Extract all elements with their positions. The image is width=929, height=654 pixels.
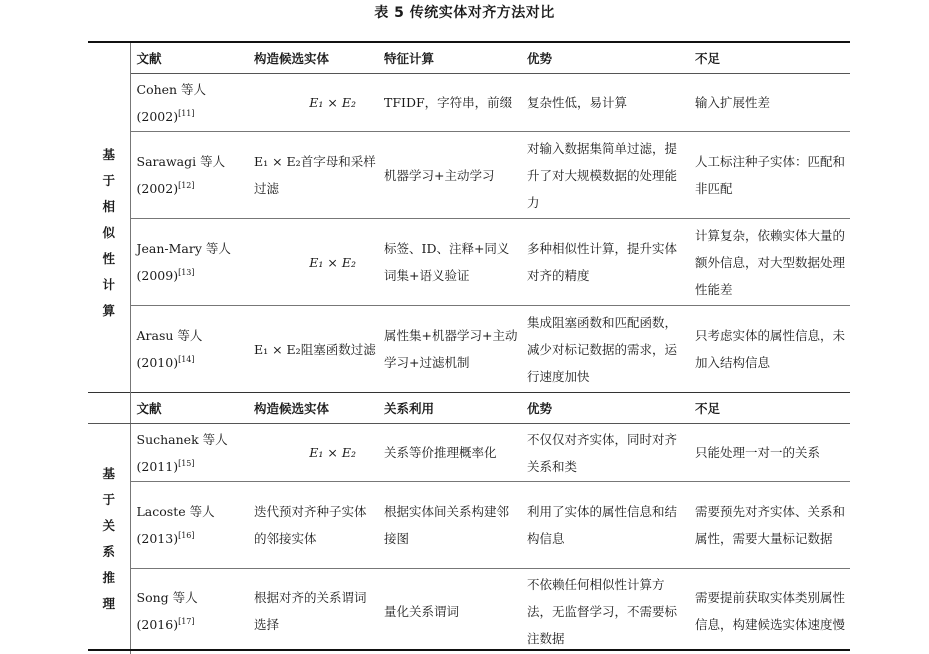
disadvantage-cell: 只考虑实体的属性信息，未加入结构信息 — [689, 306, 850, 393]
reference-cell: Song 等人 (2016)[17] — [130, 569, 248, 654]
advantage-cell: 不仅仅对齐实体，同时对齐关系和类 — [527, 431, 678, 474]
advantage-cell: 复杂性低，易计算 — [527, 95, 628, 110]
advantage-cell: 不依赖任何相似性计算方法，无监督学习，不需要标注数据 — [521, 569, 689, 654]
disadvantage-cell: 需要预先对齐实体、关系和属性，需要大量标记数据 — [689, 482, 850, 569]
candidate-cell: E₁ × E₂ — [309, 445, 356, 460]
group-label-relation: 基 于 关 系 推 理 — [88, 424, 130, 654]
header-feature: 特征计算 — [378, 42, 521, 74]
header-reference: 文献 — [130, 393, 248, 424]
table-row — [88, 74, 850, 132]
advantage-cell: 集成阻塞函数和匹配函数，减少对标记数据的需求，运行速度加快 — [521, 306, 689, 393]
table-title: 表 5 传统实体对齐方法对比 — [374, 5, 555, 21]
reference-cell: Cohen 等人 (2002)[11] — [136, 81, 207, 124]
comparison-table — [88, 41, 850, 654]
relation-cell: 量化关系谓词 — [378, 569, 521, 654]
disadvantage-cell: 只能处理一对一的关系 — [695, 445, 821, 460]
table-row — [88, 219, 850, 306]
section1-header-blank — [88, 42, 130, 74]
table-row — [88, 569, 850, 654]
reference-cell: Sarawagi 等人 (2002)[12] — [130, 132, 248, 219]
relation-cell: 关系等价推理概率化 — [384, 445, 497, 460]
table-row — [88, 132, 850, 219]
header-disadvantage: 不足 — [689, 393, 850, 424]
candidate-cell: E₁ × E₂ — [248, 219, 378, 306]
feature-cell: TFIDF，字符串，前缀 — [384, 95, 513, 110]
table-row — [88, 306, 850, 393]
relation-cell: 根据实体间关系构建邻接图 — [378, 482, 521, 569]
table-bottom-rule — [88, 649, 850, 651]
reference-cell: Suchanek 等人 (2011)[15] — [136, 431, 228, 474]
feature-cell: 机器学习+主动学习 — [378, 132, 521, 219]
candidate-cell: 迭代预对齐种子实体的邻接实体 — [248, 482, 378, 569]
header-candidate: 构造候选实体 — [248, 42, 378, 74]
reference-cell: Lacoste 等人 (2013)[16] — [130, 482, 248, 569]
advantage-cell: 多种相似性计算，提升实体对齐的精度 — [521, 219, 689, 306]
feature-cell: 属性集+机器学习+主动学习+过滤机制 — [378, 306, 521, 393]
header-relation: 关系利用 — [378, 393, 521, 424]
candidate-cell: E₁ × E₂阻塞函数过滤 — [248, 306, 378, 393]
feature-cell: 标签、ID、注释+同义词集+语义验证 — [378, 219, 521, 306]
section2-header-row — [88, 393, 850, 424]
candidate-cell: E₁ × E₂ — [309, 95, 356, 110]
disadvantage-cell: 需要提前获取实体类别属性信息，构建候选实体速度慢 — [689, 569, 850, 654]
reference-cell: Jean-Mary 等人 (2009)[13] — [130, 219, 248, 306]
header-disadvantage: 不足 — [689, 42, 850, 74]
header-reference: 文献 — [130, 42, 248, 74]
header-candidate: 构造候选实体 — [248, 393, 378, 424]
advantage-cell: 利用了实体的属性信息和结构信息 — [521, 482, 689, 569]
disadvantage-cell: 计算复杂，依赖实体大量的额外信息，对大型数据处理性能差 — [689, 219, 850, 306]
disadvantage-cell: 输入扩展性差 — [695, 95, 771, 110]
table-row — [88, 482, 850, 569]
candidate-cell: E₁ × E₂首字母和采样过滤 — [248, 132, 378, 219]
table-row — [88, 424, 850, 482]
candidate-cell: 根据对齐的关系谓词选择 — [248, 569, 378, 654]
section1-header-row — [88, 42, 850, 74]
header-advantage: 优势 — [521, 42, 689, 74]
header-advantage: 优势 — [521, 393, 689, 424]
advantage-cell: 对输入数据集简单过滤，提升了对大规模数据的处理能力 — [521, 132, 689, 219]
disadvantage-cell: 人工标注种子实体：匹配和非匹配 — [689, 132, 850, 219]
section2-header-blank — [88, 393, 130, 424]
group-label-similarity: 基 于 相 似 性 计 算 — [88, 74, 130, 393]
reference-cell: Arasu 等人 (2010)[14] — [130, 306, 248, 393]
